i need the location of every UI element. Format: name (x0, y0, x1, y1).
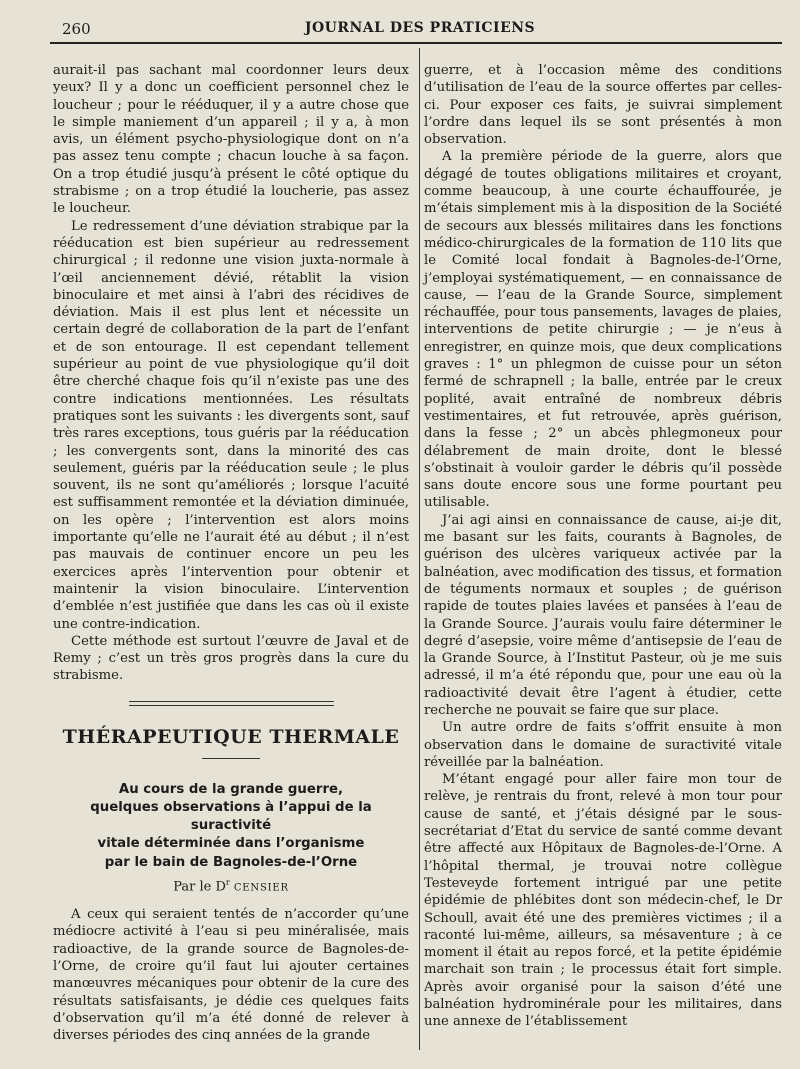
article-title-line: vitale déterminée dans l’organisme (97, 836, 365, 852)
article-intro: A ceux qui seraient tentés de n’accorder qu’une médiocre activité à l’eau si peu minéralisée, mais radioactive, de la grande source de Bagnoles-de-l’Orne, de croire qu’il faut lui ajouter certaines manœuvres mécaniques pour obtenir de la cure des résultats satisfaisants, je dédie ces quelques faits d’observation qu’il m’a été donné de relever à diverses périodes des cinq années de la grande (53, 907, 409, 1044)
byline-sup: r (225, 877, 230, 887)
paragraph: Le redressement d’une déviation strabique par la rééducation est bien supérieur au redressement chirurgical ; il redonne une vision juxta-normale à l’œil anciennement dévié, rétablit la vision binoculaire et met ainsi à l’abri des récidives de déviation. Mais il est plus lent et nécessite un certain degré de collaboration de la part de l’enfant et de son entourage. Il est cependant tellement supérieur au point de vue physiologique qu’il doit être cherché chaque fois qu’il n’existe pas une des contre indications mentionnées. Les résultats pratiques sont les suivants : les divergents sont, sauf très rares exceptions, tous guéris par la rééducation ; les convergents sont, dans la minorité des cas seulement, guéris par la rééducation seule ; le plus souvent, ils ne sont qu’améliorés ; lorsque l’acuité est suffisamment remontée et la déviation diminuée, on les opère ; l’intervention est alors moins importante qu’elle ne l’aurait été au début ; il n’est pas mauvais de continuer encore un peu les exercices après l’intervention pour obtenir et maintenir la vision binoculaire. L’intervention d’emblée n’est justifiée que dans les cas où il existe une contre-indication. (53, 218, 409, 632)
header-rule (50, 42, 782, 44)
paragraph: J’ai agi ainsi en connaissance de cause, ai-je dit, me basant sur les faits, courants à Bagnoles, de guérison des ulcères variqueux activée par la balnéation, avec modification des tissus, et formation de téguments normaux et souples ; de guérison rapide de toutes plaies lavées et pansées à l’eau de la Grande Source. J’aurais voulu faire déterminer le degré d’asepsie, voire même d’antisepsie de l’eau de la Grande Source, à l’Institut Pasteur, où je me suis adressé, il m’a été répondu que, pour une eau où la radioactivité devait être l’agent à étudier, cette recherche ne pouvait se faire que sur place. (424, 512, 782, 718)
paragraph: aurait-il pas sachant mal coordonner leurs deux yeux? Il y a donc un coefficient personnel chez le loucheur ; pour le rééduquer, il y a autre chose que le simple maniement d’un appareil ; il y a, à mon avis, un élément psycho-physiologique dont on n’a pas assez tenu compte ; chacun louche à sa façon. On a trop étudié jusqu’à présent le côté optique du strabisme ; on a trop étudié la loucherie, pas assez le loucheur. (53, 63, 409, 217)
section-title: THÉRAPEUTIQUE THERMALE (62, 725, 400, 748)
title-rule (202, 758, 260, 759)
paragraph: A la première période de la guerre, alors que dégagé de toutes obligations militaires et croyant, comme beaucoup, à une courte échauffourée, je m’étais simplement mis à la disposition de la Société de secours aux blessés militaires dans les fonctions médico-chirurgicales de la formation de 110 lits que le Comité local fondait à Bagnoles-de-l’Orne, j’employai systématiquement, — en connaissance de cause, — l’eau de la Grande Source, simplement réchauffée, pour tous pansements, lavages de plaies, interventions de petite chirurgie ; — je n’eus à enregistrer, en quinze mois, que deux complications graves : 1° un phlegmon de cuisse pour un séton fermé de schrapnell ; la balle, entrée par le creux poplité, avait entraîné de nombreux débris vestimentaires, et fut retrouvée, après guérison, dans la fesse ; 2° un abcès phlegmoneux pour délabrement de main droite, dont le blessé s’obstinait à vouloir garder le débris qu’il possède sans doute encore sous une forme pourtant peu utilisable. (424, 149, 782, 511)
page-number: 260 (62, 20, 91, 38)
paragraph: guerre, et à l’occasion même des conditions d’utilisation de l’eau de la source offertes par celles-ci. Pour exposer ces faits, je suivrai simplement l’ordre dans lequel ils se sont présentés à mon observation. (424, 63, 782, 148)
right-column (424, 62, 782, 1031)
article-title (53, 781, 409, 872)
page-header (0, 0, 800, 46)
article-title-line: Au cours de la grande guerre, (118, 781, 344, 797)
column-divider (419, 48, 420, 1050)
article-title-line: par le bain de Bagnoles-de-l’Orne (104, 854, 358, 870)
article-title-line: quelques observations à l’appui de la suractivité (90, 799, 372, 834)
byline (53, 878, 409, 894)
left-column (53, 62, 409, 1044)
section-separator (129, 701, 334, 706)
journal-title: JOURNAL DES PRATICIENS (304, 20, 536, 36)
author-name: CENSIER (233, 882, 289, 894)
paragraph: Cette méthode est surtout l’œuvre de Javal et de Remy ; c’est un très gros progrès dans la cure du strabisme. (53, 633, 409, 684)
byline-prefix: Par le D (173, 879, 226, 895)
paragraph: M’étant engagé pour aller faire mon tour de relève, je rentrais du front, relevé à mon tour pour cause de santé, et j’étais désigné par le sous-secrétariat d’Etat du service de santé comme devant être affecté aux Hôpitaux de Bagnoles-de-l’Orne. A l’hôpital thermal, je trouvai notre collègue Testeveyde fortement intrigué par une petite épidémie de phlébites dont son médecin-chef, le Dr Schoull, avait été une des premières victimes ; il a raconté lui-même, ailleurs, sa mésaventure ; à ce moment il était au repos forcé, et la petite épidémie marchait son train ; le processus était fort simple. Après avoir organisé pour la saison d’été une balnéation hydrominérale pour les militaires, dans une annexe de l’établissement (424, 772, 782, 1030)
paragraph: Un autre ordre de faits s’offrit ensuite à mon observation dans le domaine de suractivité vitale réveillée par la balnéation. (424, 720, 782, 770)
